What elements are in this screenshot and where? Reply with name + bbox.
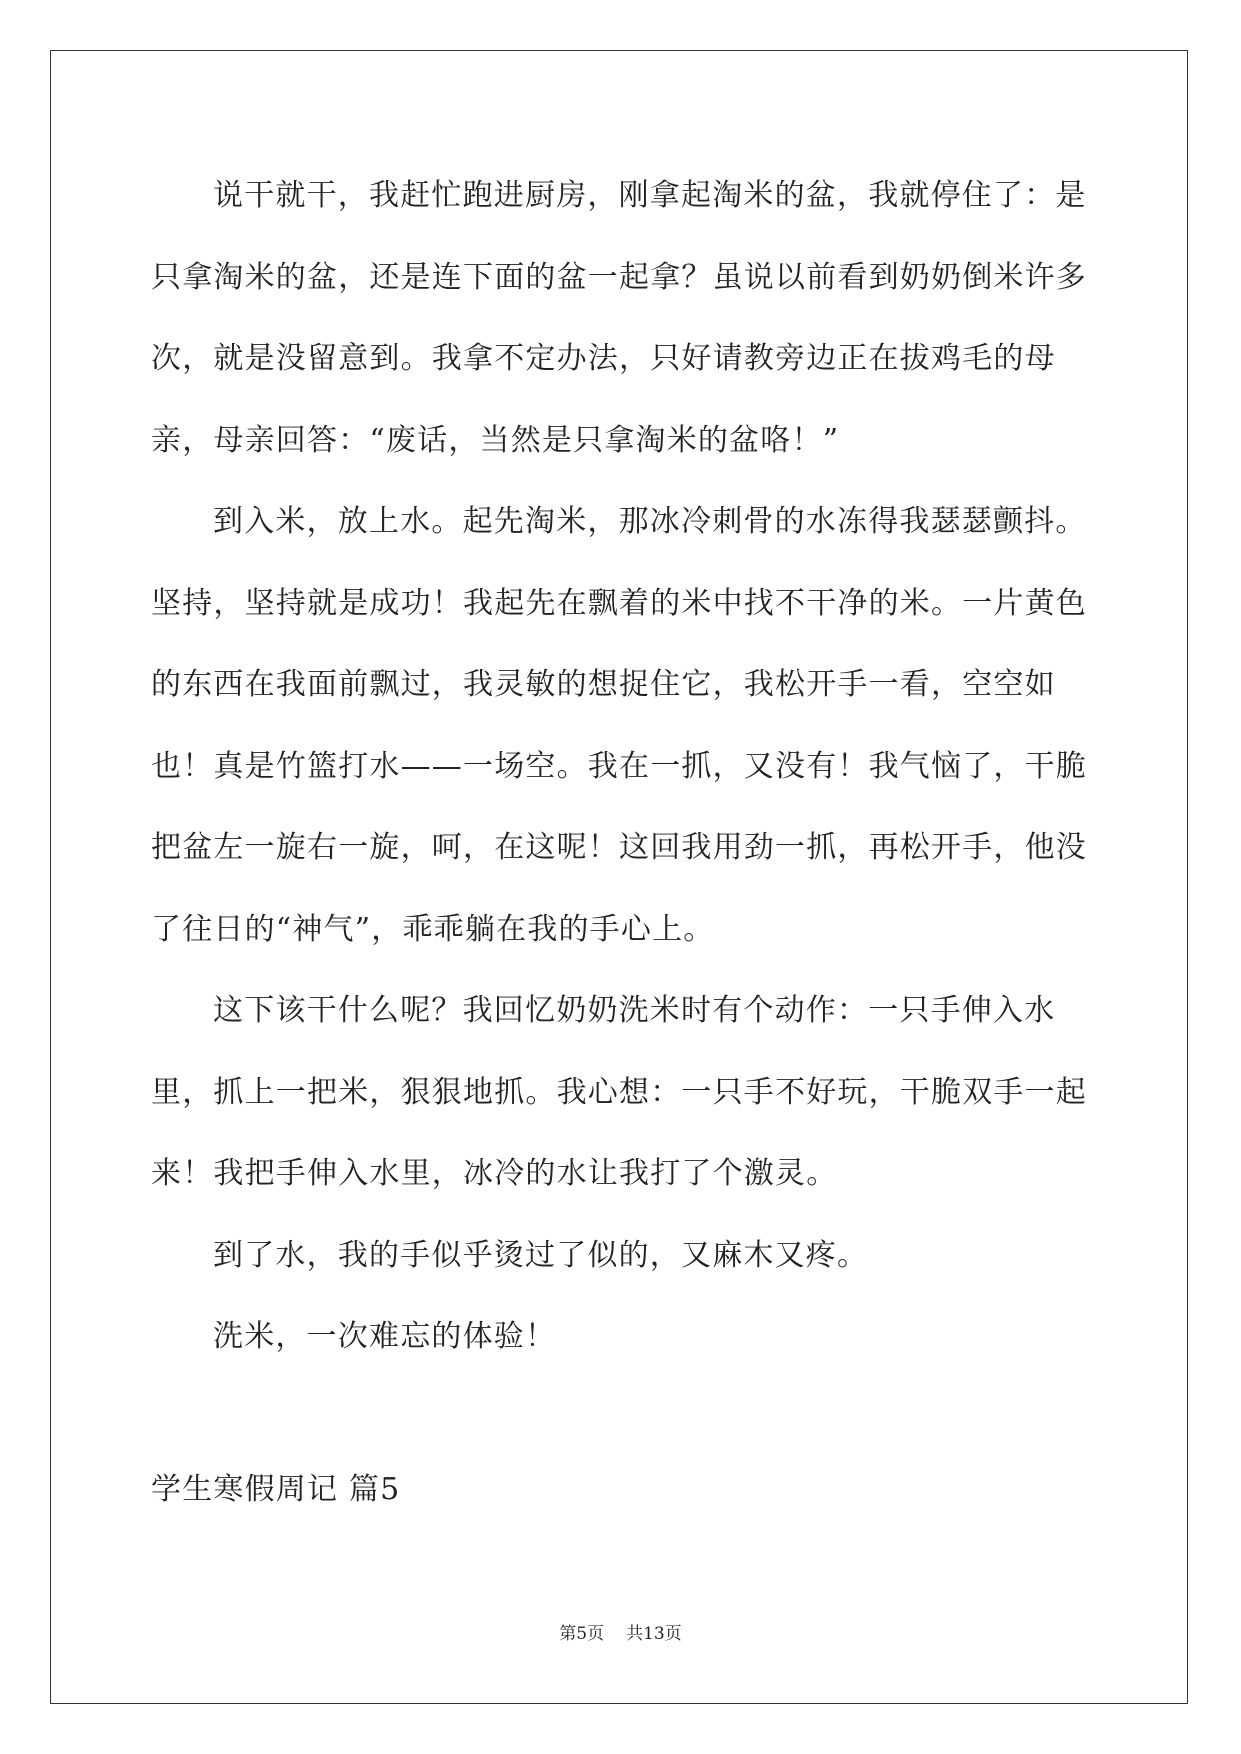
paragraph: 到入米，放上水。起先淘米，那冰冷刺骨的水冻得我瑟瑟颤抖。坚持，坚持就是成功！我起先在飘着的米中找不干净的米。一片黄色的东西在我面前飘过，我灵敏的想捉住它，我松开手一看，空空如也！真是竹篮打水——一场空。我在一抓，又没有！我气恼了，干脆把盆左一旋右一旋，呵，在这呢！这回我用劲一抓，再松开手，他没了往日的“神气”，乖乖躺在我的手心上。: [151, 504, 1087, 947]
page-footer: [0, 1622, 1241, 1646]
section-heading: 学生寒假周记 篇5: [151, 1472, 401, 1507]
paragraph: 洗米，一次难忘的体验！: [213, 1319, 557, 1354]
page-total: 共13页: [626, 1624, 682, 1644]
document-body: [151, 155, 1091, 1378]
paragraph: 说干就干，我赶忙跑进厨房，刚拿起淘米的盆，我就停住了：是只拿淘米的盆，还是连下面的盆一起拿？虽说以前看到奶奶倒米许多次，就是没留意到。我拿不定办法，只好请教旁边正在拔鸡毛的母亲，母亲回答：“废话，当然是只拿淘米的盆咯！”: [151, 178, 1087, 458]
page-number: 第5页: [559, 1624, 605, 1644]
paragraph: 到了水，我的手似乎烫过了似的，又麻木又疼。: [213, 1237, 869, 1273]
paragraph: 这下该干什么呢？我回忆奶奶洗米时有个动作：一只手伸入水里，抓上一把米，狠狠地抓。我心想：一只手不好玩，干脆双手一起来！我把手伸入水里，冰冷的水让我打了个激灵。: [151, 993, 1087, 1191]
